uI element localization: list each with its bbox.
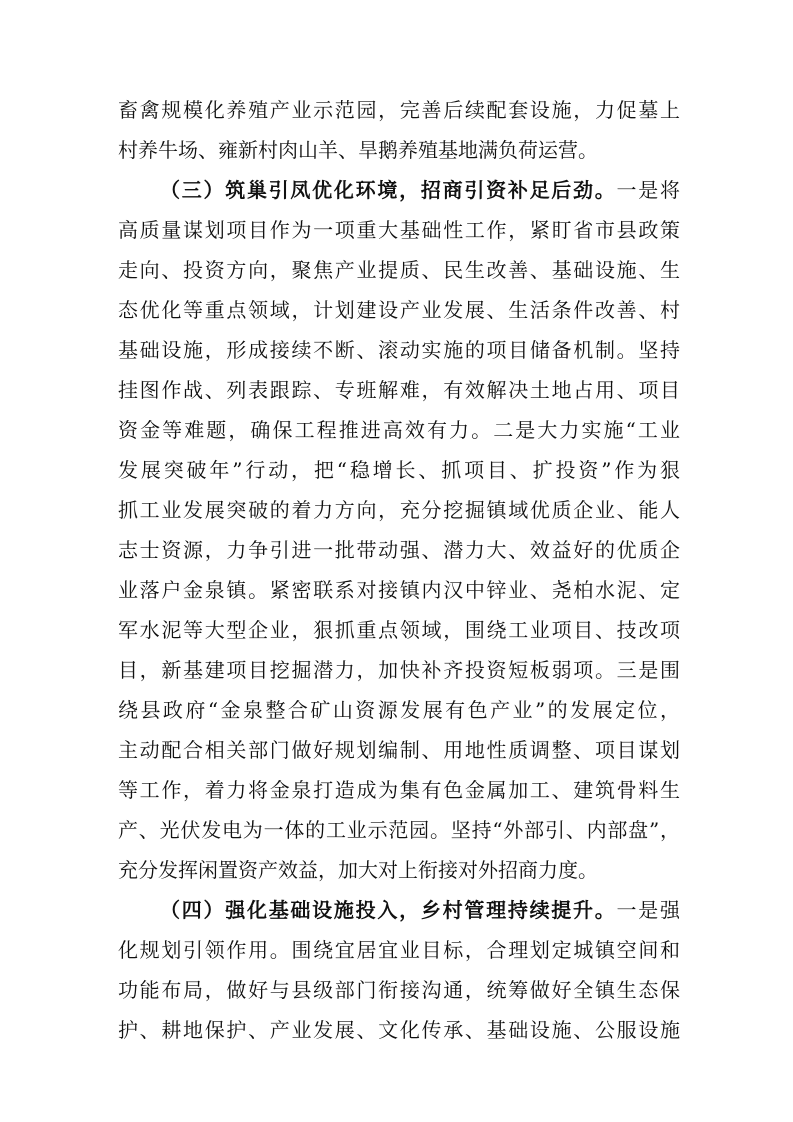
text-line: 功能布局，做好与县级部门衔接沟通，统筹做好全镇生态保: [118, 978, 680, 1002]
text-run: 一是将: [616, 178, 680, 202]
text-line: 产、光伏发电为一体的工业示范园。坚持“外部引、内部盘”，: [118, 818, 680, 842]
text-line: 挂图作战、列表跟踪、专班解难，有效解决土地占用、项目: [118, 378, 680, 402]
text-line: 走向、投资方向，聚焦产业提质、民生改善、基础设施、生: [118, 258, 680, 282]
text-line: 主动配合相关部门做好规划编制、用地性质调整、项目谋划: [118, 738, 680, 762]
section-heading: （三）筑巢引凤优化环境，招商引资补足后劲。: [160, 178, 617, 202]
text-line: 充分发挥闲置资产效益，加大对上衔接对外招商力度。: [118, 858, 598, 882]
text-line: 资金等难题，确保工程推进高效有力。二是大力实施“工业: [118, 418, 680, 442]
text-line: 军水泥等大型企业，狠抓重点领域，围绕工业项目、技改项: [118, 618, 680, 642]
text-line: 护、耕地保护、产业发展、文化传承、基础设施、公服设施: [118, 1018, 680, 1042]
text-line: 绕县政府“金泉整合矿山资源发展有色产业”的发展定位，: [118, 698, 680, 722]
section-heading: （四）强化基础设施投入，乡村管理持续提升。: [160, 898, 617, 922]
text-line: 抓工业发展突破的着力方向，充分挖掘镇域优质企业、能人: [118, 498, 680, 522]
text-line: 志士资源，力争引进一批带动强、潜力大、效益好的优质企: [118, 538, 680, 562]
text-line: 发展突破年”行动，把“稳增长、抓项目、扩投资”作为狠: [118, 458, 680, 482]
text-line: 等工作，着力将金泉打造成为集有色金属加工、建筑骨料生: [118, 778, 680, 802]
text-line: 目，新基建项目挖掘潜力，加快补齐投资短板弱项。三是围: [118, 658, 680, 682]
text-line: 态优化等重点领域，计划建设产业发展、生活条件改善、村: [118, 298, 680, 322]
text-line: 业落户金泉镇。紧密联系对接镇内汉中锌业、尧柏水泥、定: [118, 578, 680, 602]
text-line: 基础设施，形成接续不断、滚动实施的项目储备机制。坚持: [118, 338, 680, 362]
text-line: 化规划引领作用。围绕宜居宜业目标，合理划定城镇空间和: [118, 938, 680, 962]
section-heading-line: [118, 890, 680, 930]
section-heading-line: [118, 170, 680, 210]
text-line: 村养牛场、雍新村肉山羊、旱鹅养殖基地满负荷运营。: [118, 138, 598, 162]
text-line: 高质量谋划项目作为一项重大基础性工作，紧盯省市县政策: [118, 218, 680, 242]
text-run: 一是强: [616, 898, 680, 922]
document-body: [118, 90, 680, 1050]
text-line: 畜禽规模化养殖产业示范园，完善后续配套设施，力促墓上: [118, 98, 680, 122]
